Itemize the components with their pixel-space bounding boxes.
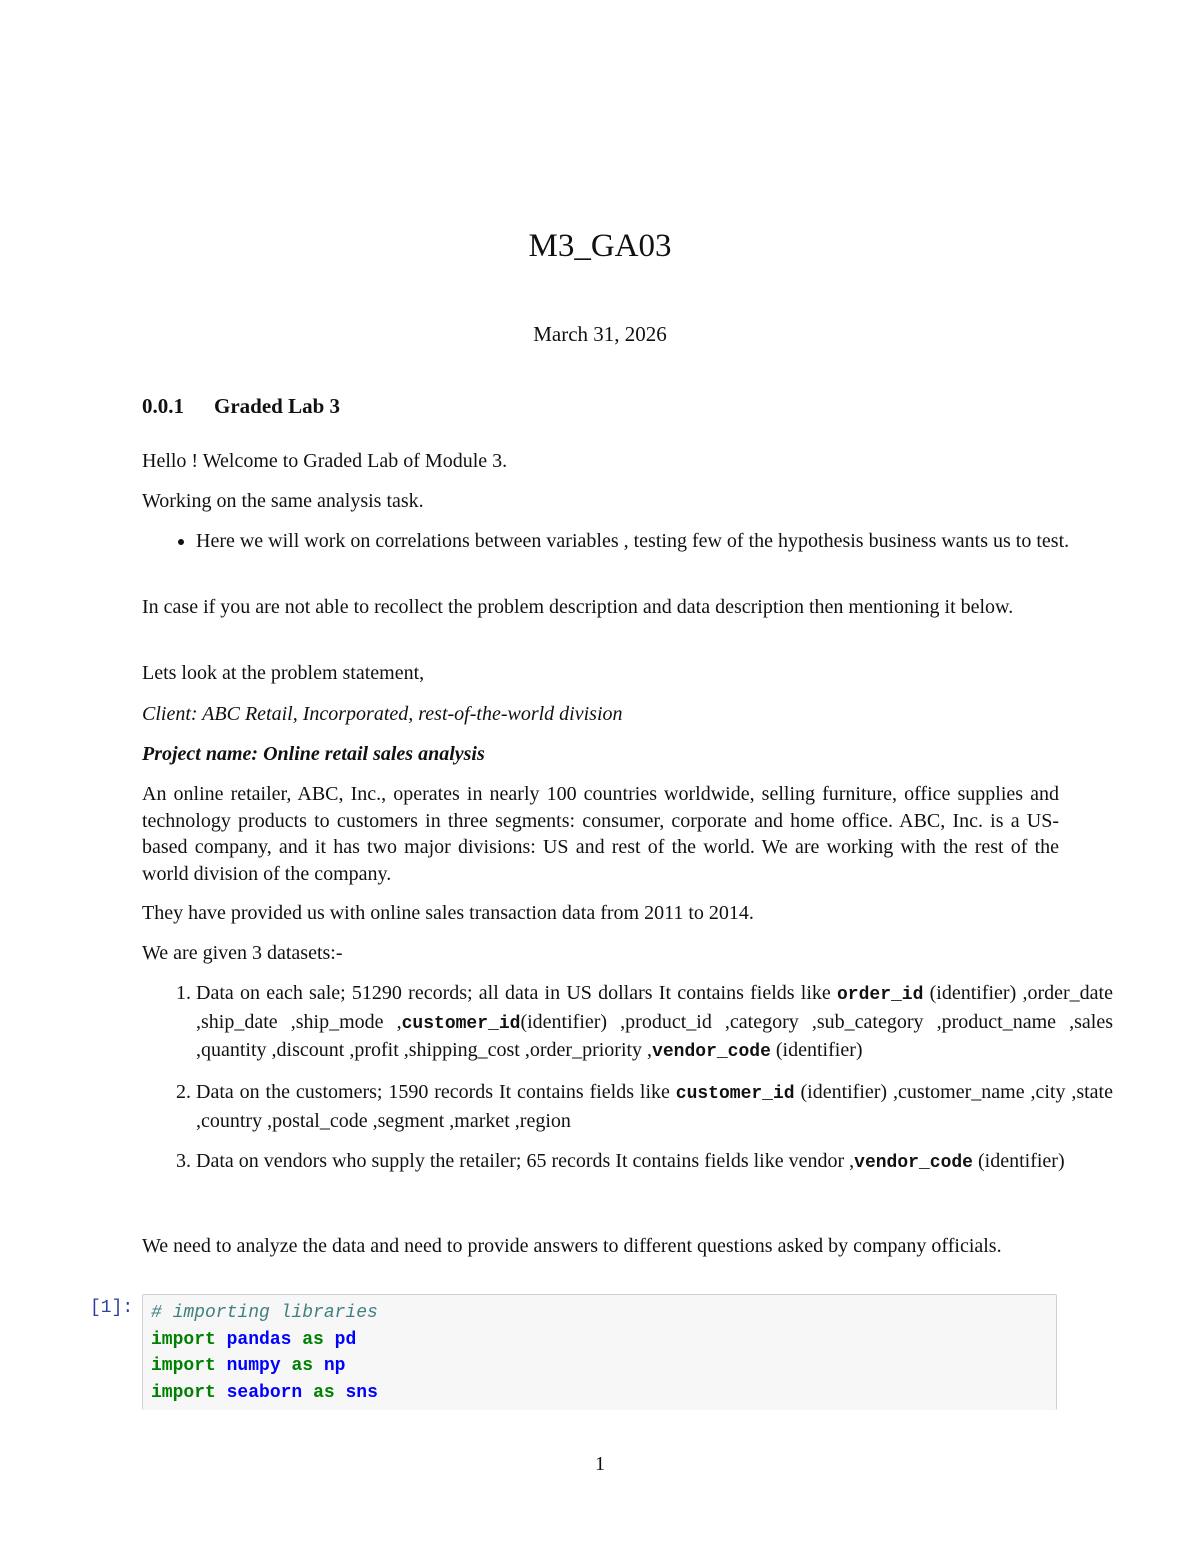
- alias: sns: [345, 1383, 378, 1404]
- keyword: as: [313, 1383, 335, 1404]
- analyze-paragraph: We need to analyze the data and need to provide answers to different questions asked by company officials.: [142, 1235, 1002, 1257]
- code-line: [151, 1380, 1048, 1407]
- module-name: seaborn: [226, 1383, 303, 1404]
- field-customer-id: customer_id: [401, 1013, 521, 1034]
- text: Data on vendors who supply the retailer; 65 records It contains fields like vendor ,: [196, 1149, 855, 1172]
- keyword: import: [151, 1329, 216, 1350]
- keyword: import: [151, 1356, 216, 1377]
- alias: pd: [334, 1329, 357, 1350]
- code-cell[interactable]: [142, 1294, 1057, 1410]
- lets-paragraph: Lets look at the problem statement,: [142, 662, 425, 684]
- text: (identifier): [972, 1149, 1065, 1172]
- given-paragraph: We are given 3 datasets:-: [142, 942, 343, 964]
- text: Data on each sale; 51290 records; all data in US dollars It contains fields like: [196, 982, 837, 1004]
- code-line: [151, 1353, 1048, 1380]
- document-title: M3_GA03: [528, 228, 672, 264]
- dataset-item-sales: [196, 980, 1113, 1066]
- text: (identifier): [770, 1039, 863, 1062]
- text: (identifier) ,order_date ,ship_date ,ship_mode ,: [196, 982, 1113, 1033]
- section-number: 0.0.1: [142, 394, 184, 418]
- page-number: 1: [595, 1453, 605, 1475]
- bullet-list: [142, 528, 1113, 555]
- retailer-paragraph: An online retailer, ABC, Inc., operates in nearly 100 countries worldwide, selling furniture, office supplies and technology products to customers in three segments: consumer, corporate and home office. ABC, Inc. is a US-based company, and it has two major divisions: US and rest of the world. We are working with the rest of the world division of the company.: [142, 783, 1059, 886]
- field-vendor-code: vendor_code: [652, 1042, 771, 1063]
- bullet-item: • Here we will work on correlations between variables , testing few of the hypothesis business wants us to test.: [196, 528, 1113, 555]
- project-line: Project name: Online retail sales analysis: [142, 743, 485, 765]
- section-title: Graded Lab 3: [214, 394, 341, 418]
- keyword: as: [302, 1329, 324, 1350]
- client-line: Client: ABC Retail, Incorporated, rest-of-the-world division: [142, 703, 623, 725]
- document-date: March 31, 2026: [533, 322, 667, 346]
- keyword: as: [291, 1356, 314, 1377]
- field-vendor-code: vendor_code: [854, 1152, 973, 1173]
- dataset-item-vendors: [196, 1148, 1113, 1177]
- text: (identifier) ,customer_name ,city ,state ,country ,postal_code ,segment ,market ,region: [196, 1081, 1113, 1132]
- keyword: import: [151, 1383, 216, 1404]
- alias: np: [323, 1356, 346, 1377]
- module-name: numpy: [226, 1356, 281, 1377]
- section-heading: [142, 394, 1059, 419]
- field-order-id: order_id: [836, 985, 924, 1005]
- dataset-item-customers: [196, 1079, 1113, 1134]
- code-line: [151, 1327, 1048, 1354]
- provided-paragraph: They have provided us with online sales transaction data from 2011 to 2014.: [142, 902, 754, 924]
- working-paragraph: Working on the same analysis task.: [142, 490, 424, 512]
- text: Data on the customers; 1590 records It contains fields like: [196, 1081, 676, 1104]
- module-name: pandas: [226, 1329, 292, 1350]
- code-comment: # importing libraries: [151, 1303, 378, 1323]
- datasets-list: [142, 980, 1113, 1189]
- cell-prompt: [1]:: [90, 1298, 134, 1318]
- field-customer-id: customer_id: [675, 1084, 795, 1105]
- hello-paragraph: Hello ! Welcome to Graded Lab of Module 3.: [142, 450, 508, 472]
- text: (identifier) ,product_id ,category ,sub_category ,product_name ,sales ,quantity ,discount ,profit ,shipping_cost ,order_priority ,: [196, 1010, 1113, 1062]
- incase-paragraph: In case if you are not able to recollect the problem description and data description then mentioning it below.: [142, 596, 1014, 618]
